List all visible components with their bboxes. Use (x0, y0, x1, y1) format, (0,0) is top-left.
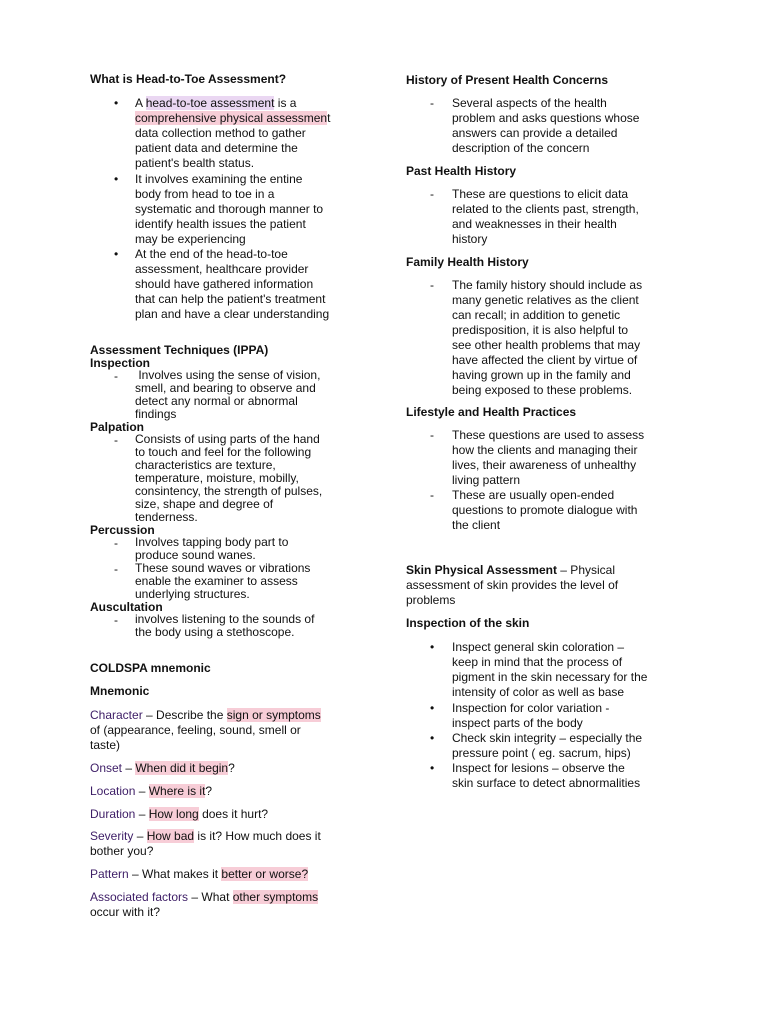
bullet-icon: • (430, 761, 435, 775)
highlight-comprehensive: comprehensive physical assessmen (135, 111, 328, 125)
past-heading: Past Health History (406, 164, 517, 178)
palpation-heading: Palpation (90, 420, 145, 434)
what-bullet-2: It involves examining the entine (135, 172, 303, 186)
hpi-heading: History of Present Health Concerns (406, 73, 609, 87)
what-heading: What is Head-to-Toe Assessment? (90, 72, 287, 86)
inspection-heading: Inspection (90, 356, 151, 370)
skin-heading: Skin Physical Assessment – Physical (406, 563, 615, 577)
document-page: What is Head-to-Toe Assessment? • A head-to-toe assessment is a comprehensive physical assessment data collection method to gather patient data and determine the patient's bealth status. • It involves examining the entine body from head to toe in a systematic and thorough manner to identify health issues the patient may be experiencing • At the end of the head-to-toe assessment, healthcare provider should have gathered information that can help the patient's treatment plan and have a clear understanding Assessment Techniques (IPPA) Inspection - Involves using the sense of vision, smell, and bearing to observe and detect any normal or abnormal findings Palpation - Consists of using parts of the hand to touch and feel for the following characteristics are texture, temperature, moisture, mobilly, consintency, the strength of pulses, size, shape and degree of tenderness. Percussion - Involves tapping body part to produce sound wanes. - These sound waves or vibrations enable the examiner to assess underlying structures. Auscultation - involves listening to the sounds of the body using a stethoscope. COLDSPA mnemonic Mnemonic Character – Describe the sign or symptoms of (appearance, feeling, sound, smell or taste) Onset – When did it begin? Location – Where is it? Duration – How long does it hurt? Severity – How bad is it? How much does it bother you? Pattern – What makes it better or worse? Associated factors – What other symptoms occur with it? History of Present Health Concerns - Several aspects of the health problem and asks questions whose answers can provide a detailed description of the concern Past Health History - These are questions to elicit data related to the clients past, strength, and weaknesses in their health history Family Health History - The family history should include as many genetic relatives as the client can recall; in addition to genetic predisposition, it is also helpful to see other health problems that may have affected the client by virtue of having grown up in the family and being exposed to these problems. Lifestyle and Health Practices - These questions are used to assess how the clients and managing their lives, their awareness of unhealthy living pattern - These are usually open-ended questions to promote dialogue with the client Skin Physical Assessment – Physical assessment of skin provides the level of problems Inspection of the skin • Inspect general skin coloration – keep in mind that the process of pigment in the skin necessary for the intensity of color as well as base • Inspection for color variation - inspect parts of the body • Check skin integrity – especially the pressure point ( eg. sacrum, hips) • Inspect for lesions – observe the skin surface to detect abnormalities (90, 72, 648, 919)
mnemonic-heading: Mnemonic (90, 684, 150, 698)
ippa-heading: Assessment Techniques (IPPA) (90, 343, 269, 357)
dash-icon: - (114, 613, 118, 627)
inspect-skin-heading: Inspection of the skin (406, 616, 530, 630)
mnemonic-location: Location – Where is it? (90, 784, 213, 798)
dash-icon: - (430, 96, 434, 110)
mnemonic-pattern: Pattern – What makes it better or worse? (90, 867, 309, 881)
what-bullet-1: A head-to-toe assessment is a (135, 96, 297, 110)
what-bullet-3: At the end of the head-to-toe (135, 247, 288, 261)
bullet-icon: • (114, 96, 119, 110)
mnemonic-severity: Severity – How bad is it? How much does it (90, 829, 321, 843)
bullet-icon: • (430, 731, 435, 745)
mnemonic-duration: Duration – How long does it hurt? (90, 807, 269, 821)
bullet-icon: • (114, 172, 119, 186)
dash-icon: - (114, 433, 118, 447)
dash-icon: - (430, 428, 434, 442)
mnemonic-character: Character – Describe the sign or symptoms (90, 708, 321, 722)
bullet-icon: • (430, 701, 435, 715)
family-heading: Family Health History (406, 255, 529, 269)
mnemonic-associated: Associated factors – What other symptoms (90, 890, 319, 904)
dash-icon: - (430, 278, 434, 292)
lifestyle-heading: Lifestyle and Health Practices (406, 405, 577, 419)
percussion-heading: Percussion (90, 523, 155, 537)
dash-icon: - (114, 562, 118, 576)
mnemonic-onset: Onset – When did it begin? (90, 761, 235, 775)
dash-icon: - (114, 369, 118, 383)
auscultation-heading: Auscultation (90, 600, 163, 614)
bullet-icon: • (430, 640, 435, 654)
dash-icon: - (114, 536, 118, 550)
coldspa-heading: COLDSPA mnemonic (90, 661, 211, 675)
bullet-icon: • (114, 247, 119, 261)
dash-icon: - (430, 187, 434, 201)
dash-icon: - (430, 488, 434, 502)
